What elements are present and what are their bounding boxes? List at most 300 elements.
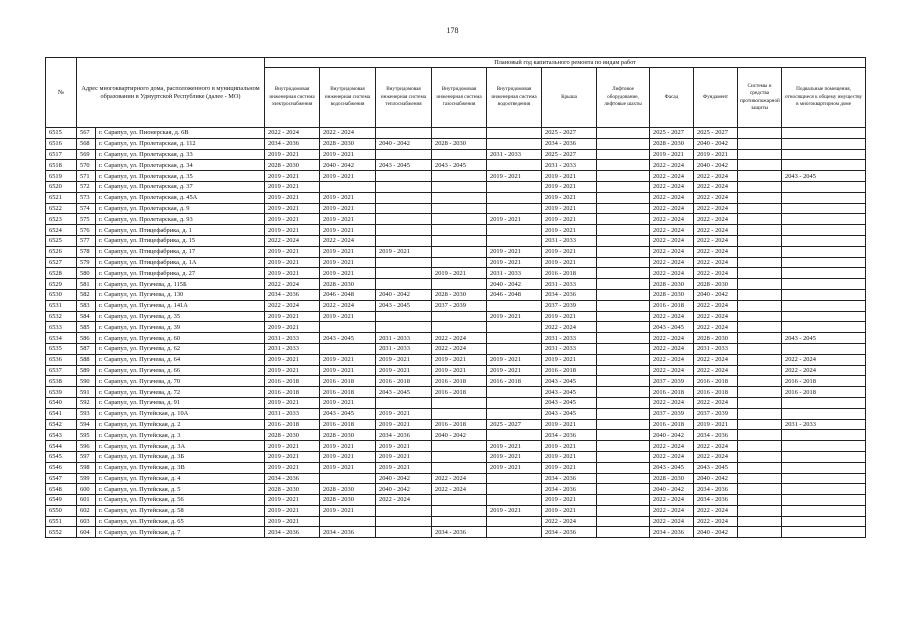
cell-fire-protection [738, 279, 782, 290]
cell-roof: 2037 - 2039 [542, 300, 597, 311]
cell-basement [782, 257, 866, 268]
cell-heating [376, 225, 432, 236]
cell-heating [376, 171, 432, 182]
cell-electricity: 2028 - 2030 [265, 160, 320, 171]
header-basement: Подвальные помещения, относящиеся к общему имуществу в многоквартирном доме [782, 68, 866, 128]
row-address: г. Сарапул, ул. Путейская, д. 2 [96, 419, 265, 430]
cell-basement [782, 289, 866, 300]
cell-elevator [597, 397, 650, 408]
row-address: г. Сарапул, ул. Птицефабрика, д. 1А [96, 257, 265, 268]
header-drainage: Внутридомовая инженерная система водоотведения [487, 68, 542, 128]
cell-water-supply: 2019 - 2021 [320, 192, 376, 203]
cell-facade: 2022 - 2024 [650, 343, 694, 354]
cell-water-supply: 2019 - 2021 [320, 462, 376, 473]
cell-foundation: 2022 - 2024 [694, 268, 738, 279]
cell-basement [782, 505, 866, 516]
cell-fire-protection [738, 171, 782, 182]
cell-drainage: 2019 - 2021 [487, 246, 542, 257]
row-number: 6541 [46, 408, 77, 419]
header-electricity: Внутридомовая инженерная система электроснабжения [265, 68, 320, 128]
cell-elevator [597, 279, 650, 290]
cell-facade: 2037 - 2039 [650, 408, 694, 419]
cell-electricity: 2019 - 2021 [265, 311, 320, 322]
cell-elevator [597, 527, 650, 538]
cell-basement [782, 246, 866, 257]
table-row [46, 365, 866, 376]
row-number: 6551 [46, 516, 77, 527]
header-group-row [46, 58, 866, 68]
cell-drainage [487, 300, 542, 311]
cell-elevator [597, 462, 650, 473]
repair-schedule-table [45, 57, 866, 538]
table-row [46, 462, 866, 473]
cell-basement [782, 527, 866, 538]
cell-gas: 2043 - 2045 [432, 160, 487, 171]
cell-elevator [597, 181, 650, 192]
cell-electricity: 2019 - 2021 [265, 149, 320, 160]
row-index: 592 [77, 397, 96, 408]
row-number: 6547 [46, 473, 77, 484]
cell-heating: 2019 - 2021 [376, 419, 432, 430]
cell-elevator [597, 268, 650, 279]
cell-drainage [487, 343, 542, 354]
row-index: 575 [77, 214, 96, 225]
cell-foundation: 2016 - 2018 [694, 376, 738, 387]
cell-fire-protection [738, 387, 782, 398]
cell-fire-protection [738, 160, 782, 171]
cell-facade: 2022 - 2024 [650, 214, 694, 225]
cell-facade: 2025 - 2027 [650, 128, 694, 139]
cell-facade: 2034 - 2036 [650, 527, 694, 538]
cell-drainage: 2019 - 2021 [487, 462, 542, 473]
cell-roof: 2019 - 2021 [542, 419, 597, 430]
cell-basement [782, 451, 866, 462]
row-number: 6543 [46, 430, 77, 441]
cell-drainage: 2019 - 2021 [487, 311, 542, 322]
cell-water-supply: 2019 - 2021 [320, 365, 376, 376]
row-number: 6549 [46, 495, 77, 506]
row-index: 585 [77, 322, 96, 333]
cell-water-supply: 2034 - 2036 [320, 527, 376, 538]
row-number: 6529 [46, 279, 77, 290]
row-address: г. Сарапул, ул. Пугачева, д. 62 [96, 343, 265, 354]
cell-basement [782, 128, 866, 139]
row-number: 6534 [46, 333, 77, 344]
row-address: г. Сарапул, ул. Птицефабрика, д. 27 [96, 268, 265, 279]
cell-foundation: 2034 - 2036 [694, 484, 738, 495]
cell-foundation: 2022 - 2024 [694, 441, 738, 452]
row-address: г. Сарапул, ул. Пролетарская, д. 112 [96, 138, 265, 149]
table-row [46, 300, 866, 311]
table-row [46, 225, 866, 236]
cell-heating [376, 505, 432, 516]
row-address: г. Сарапул, ул. Путейская, д. 3 [96, 430, 265, 441]
cell-gas: 2028 - 2030 [432, 138, 487, 149]
cell-facade: 2037 - 2039 [650, 376, 694, 387]
header-number: № [46, 58, 77, 128]
row-index: 603 [77, 516, 96, 527]
cell-water-supply: 2028 - 2030 [320, 484, 376, 495]
cell-gas [432, 149, 487, 160]
cell-roof: 2019 - 2021 [542, 311, 597, 322]
cell-roof: 2016 - 2018 [542, 268, 597, 279]
cell-facade: 2022 - 2024 [650, 181, 694, 192]
row-number: 6544 [46, 441, 77, 452]
cell-facade: 2016 - 2018 [650, 387, 694, 398]
cell-roof: 2019 - 2021 [542, 441, 597, 452]
table-row [46, 505, 866, 516]
cell-roof: 2019 - 2021 [542, 451, 597, 462]
cell-drainage [487, 397, 542, 408]
cell-drainage: 2046 - 2048 [487, 289, 542, 300]
cell-foundation: 2040 - 2042 [694, 160, 738, 171]
table-row [46, 430, 866, 441]
cell-electricity: 2019 - 2021 [265, 505, 320, 516]
cell-heating: 2019 - 2021 [376, 365, 432, 376]
cell-water-supply: 2022 - 2024 [320, 128, 376, 139]
cell-heating [376, 149, 432, 160]
cell-roof: 2034 - 2036 [542, 289, 597, 300]
row-number: 6539 [46, 387, 77, 398]
cell-electricity: 2019 - 2021 [265, 516, 320, 527]
row-number: 6537 [46, 365, 77, 376]
header-group-title: Плановый год капитального ремонта по видам работ [265, 58, 866, 68]
row-number: 6548 [46, 484, 77, 495]
cell-gas: 2022 - 2024 [432, 473, 487, 484]
cell-electricity: 2028 - 2030 [265, 484, 320, 495]
cell-heating: 2040 - 2042 [376, 473, 432, 484]
row-index: 567 [77, 128, 96, 139]
cell-facade: 2022 - 2024 [650, 451, 694, 462]
cell-fire-protection [738, 203, 782, 214]
cell-facade: 2016 - 2018 [650, 419, 694, 430]
row-number: 6531 [46, 300, 77, 311]
table-row [46, 279, 866, 290]
cell-water-supply: 2022 - 2024 [320, 300, 376, 311]
row-index: 583 [77, 300, 96, 311]
table-row [46, 354, 866, 365]
cell-elevator [597, 484, 650, 495]
cell-heating: 2034 - 2036 [376, 430, 432, 441]
table-row [46, 408, 866, 419]
row-number: 6533 [46, 322, 77, 333]
cell-drainage: 2019 - 2021 [487, 451, 542, 462]
cell-facade: 2016 - 2018 [650, 300, 694, 311]
cell-basement [782, 441, 866, 452]
cell-elevator [597, 311, 650, 322]
cell-basement: 2016 - 2018 [782, 387, 866, 398]
row-index: 578 [77, 246, 96, 257]
cell-fire-protection [738, 505, 782, 516]
cell-facade: 2022 - 2024 [650, 171, 694, 182]
cell-foundation: 2022 - 2024 [694, 257, 738, 268]
cell-elevator [597, 225, 650, 236]
cell-heating [376, 192, 432, 203]
row-number: 6528 [46, 268, 77, 279]
table-row [46, 203, 866, 214]
table-row [46, 527, 866, 538]
cell-electricity: 2019 - 2021 [265, 171, 320, 182]
row-address: г. Сарапул, ул. Пугачева, д. 70 [96, 376, 265, 387]
cell-drainage: 2019 - 2021 [487, 441, 542, 452]
cell-facade: 2022 - 2024 [650, 333, 694, 344]
cell-basement: 2043 - 2045 [782, 333, 866, 344]
row-address: г. Сарапул, ул. Птицефабрика, д. 1 [96, 225, 265, 236]
cell-electricity: 2019 - 2021 [265, 246, 320, 257]
table-row [46, 516, 866, 527]
table-row [46, 473, 866, 484]
cell-basement [782, 268, 866, 279]
cell-facade: 2022 - 2024 [650, 365, 694, 376]
cell-drainage: 2031 - 2033 [487, 149, 542, 160]
row-address: г. Сарапул, ул. Пролетарская, д. 33 [96, 149, 265, 160]
row-number: 6545 [46, 451, 77, 462]
row-index: 572 [77, 181, 96, 192]
cell-fire-protection [738, 192, 782, 203]
cell-drainage: 2019 - 2021 [487, 171, 542, 182]
cell-gas: 2022 - 2024 [432, 333, 487, 344]
cell-elevator [597, 365, 650, 376]
cell-facade: 2019 - 2021 [650, 149, 694, 160]
cell-fire-protection [738, 333, 782, 344]
cell-fire-protection [738, 289, 782, 300]
cell-electricity: 2022 - 2024 [265, 300, 320, 311]
cell-facade: 2022 - 2024 [650, 257, 694, 268]
cell-roof: 2019 - 2021 [542, 192, 597, 203]
cell-electricity: 2034 - 2036 [265, 138, 320, 149]
row-address: г. Сарапул, ул. Пугачева, д. 91 [96, 397, 265, 408]
cell-electricity: 2019 - 2021 [265, 462, 320, 473]
cell-basement [782, 203, 866, 214]
row-number: 6550 [46, 505, 77, 516]
row-index: 601 [77, 495, 96, 506]
row-number: 6521 [46, 192, 77, 203]
cell-electricity: 2019 - 2021 [265, 365, 320, 376]
cell-roof: 2022 - 2024 [542, 516, 597, 527]
cell-fire-protection [738, 225, 782, 236]
row-index: 587 [77, 343, 96, 354]
row-index: 595 [77, 430, 96, 441]
cell-fire-protection [738, 495, 782, 506]
cell-electricity: 2019 - 2021 [265, 354, 320, 365]
cell-electricity: 2019 - 2021 [265, 181, 320, 192]
cell-roof: 2025 - 2027 [542, 128, 597, 139]
header-gas: Внутридомовая инженерная система газоснабжения [432, 68, 487, 128]
cell-water-supply: 2016 - 2018 [320, 387, 376, 398]
row-address: г. Сарапул, ул. Путейская, д. 3А [96, 441, 265, 452]
cell-foundation: 2022 - 2024 [694, 171, 738, 182]
table-row [46, 376, 866, 387]
cell-elevator [597, 171, 650, 182]
cell-heating: 2031 - 2033 [376, 333, 432, 344]
cell-foundation: 2022 - 2024 [694, 516, 738, 527]
row-index: 576 [77, 225, 96, 236]
cell-elevator [597, 149, 650, 160]
cell-facade: 2022 - 2024 [650, 354, 694, 365]
cell-water-supply: 2019 - 2021 [320, 505, 376, 516]
cell-electricity: 2016 - 2018 [265, 387, 320, 398]
cell-foundation: 2025 - 2027 [694, 128, 738, 139]
cell-gas [432, 408, 487, 419]
cell-water-supply [320, 343, 376, 354]
cell-gas [432, 128, 487, 139]
cell-facade: 2022 - 2024 [650, 192, 694, 203]
cell-drainage [487, 430, 542, 441]
row-address: г. Сарапул, ул. Путейская, д. 5 [96, 484, 265, 495]
cell-foundation: 2022 - 2024 [694, 365, 738, 376]
cell-drainage: 2019 - 2021 [487, 214, 542, 225]
cell-electricity: 2031 - 2033 [265, 343, 320, 354]
cell-gas [432, 462, 487, 473]
cell-basement [782, 495, 866, 506]
row-number: 6538 [46, 376, 77, 387]
row-index: 594 [77, 419, 96, 430]
cell-gas: 2016 - 2018 [432, 387, 487, 398]
row-number: 6536 [46, 354, 77, 365]
cell-foundation: 2022 - 2024 [694, 451, 738, 462]
table-row [46, 235, 866, 246]
row-address: г. Сарапул, ул. Пугачева, д. 60 [96, 333, 265, 344]
cell-drainage: 2025 - 2027 [487, 419, 542, 430]
cell-elevator [597, 376, 650, 387]
row-address: г. Сарапул, ул. Путейская, д. 3В [96, 462, 265, 473]
table-row [46, 311, 866, 322]
cell-roof: 2019 - 2021 [542, 462, 597, 473]
cell-foundation: 2022 - 2024 [694, 300, 738, 311]
cell-roof: 2034 - 2036 [542, 473, 597, 484]
cell-gas: 2022 - 2024 [432, 484, 487, 495]
cell-roof: 2019 - 2021 [542, 246, 597, 257]
row-address: г. Сарапул, ул. Пионерская, д. 6В [96, 128, 265, 139]
cell-fire-protection [738, 128, 782, 139]
row-number: 6518 [46, 160, 77, 171]
cell-drainage: 2019 - 2021 [487, 365, 542, 376]
cell-roof: 2034 - 2036 [542, 527, 597, 538]
cell-foundation: 2028 - 2030 [694, 279, 738, 290]
cell-fire-protection [738, 527, 782, 538]
cell-gas [432, 311, 487, 322]
cell-basement [782, 235, 866, 246]
cell-foundation: 2019 - 2021 [694, 149, 738, 160]
cell-roof: 2016 - 2018 [542, 365, 597, 376]
cell-elevator [597, 441, 650, 452]
cell-gas: 2022 - 2024 [432, 343, 487, 354]
cell-elevator [597, 160, 650, 171]
row-index: 599 [77, 473, 96, 484]
cell-gas: 2034 - 2036 [432, 527, 487, 538]
row-index: 586 [77, 333, 96, 344]
cell-water-supply: 2019 - 2021 [320, 311, 376, 322]
cell-roof: 2022 - 2024 [542, 322, 597, 333]
cell-facade: 2022 - 2024 [650, 505, 694, 516]
cell-drainage [487, 203, 542, 214]
cell-water-supply: 2019 - 2021 [320, 149, 376, 160]
cell-basement [782, 225, 866, 236]
cell-gas [432, 279, 487, 290]
cell-water-supply: 2019 - 2021 [320, 268, 376, 279]
cell-drainage [487, 387, 542, 398]
cell-drainage [487, 333, 542, 344]
cell-drainage [487, 235, 542, 246]
cell-gas [432, 171, 487, 182]
row-address: г. Сарапул, ул. Пугачева, д. 72 [96, 387, 265, 398]
cell-facade: 2022 - 2024 [650, 235, 694, 246]
cell-fire-protection [738, 462, 782, 473]
cell-drainage: 2016 - 2018 [487, 376, 542, 387]
table-row [46, 160, 866, 171]
cell-facade: 2040 - 2042 [650, 430, 694, 441]
cell-water-supply: 2019 - 2021 [320, 451, 376, 462]
row-number: 6552 [46, 527, 77, 538]
cell-elevator [597, 451, 650, 462]
cell-electricity: 2034 - 2036 [265, 473, 320, 484]
cell-elevator [597, 128, 650, 139]
cell-basement [782, 343, 866, 354]
cell-gas: 2037 - 2039 [432, 300, 487, 311]
cell-roof: 2019 - 2021 [542, 171, 597, 182]
header-heating: Внутридомовая инженерная система теплоснабжения [376, 68, 432, 128]
cell-gas [432, 322, 487, 333]
cell-roof: 2019 - 2021 [542, 257, 597, 268]
cell-elevator [597, 419, 650, 430]
row-address: г. Сарапул, ул. Птицефабрика, д. 17 [96, 246, 265, 257]
cell-elevator [597, 300, 650, 311]
row-address: г. Сарапул, ул. Пугачева, д. 141А [96, 300, 265, 311]
cell-facade: 2022 - 2024 [650, 441, 694, 452]
cell-gas [432, 225, 487, 236]
cell-elevator [597, 333, 650, 344]
row-address: г. Сарапул, ул. Путейская, д. 56 [96, 495, 265, 506]
cell-foundation: 2037 - 2039 [694, 408, 738, 419]
cell-elevator [597, 203, 650, 214]
row-number: 6519 [46, 171, 77, 182]
row-index: 573 [77, 192, 96, 203]
cell-gas [432, 214, 487, 225]
row-index: 579 [77, 257, 96, 268]
row-index: 574 [77, 203, 96, 214]
row-number: 6520 [46, 181, 77, 192]
table-row [46, 419, 866, 430]
cell-elevator [597, 430, 650, 441]
cell-heating: 2040 - 2042 [376, 138, 432, 149]
cell-electricity: 2022 - 2024 [265, 128, 320, 139]
row-address: г. Сарапул, ул. Пугачева, д. 35 [96, 311, 265, 322]
cell-elevator [597, 387, 650, 398]
cell-heating: 2031 - 2033 [376, 343, 432, 354]
cell-drainage [487, 181, 542, 192]
row-number: 6523 [46, 214, 77, 225]
cell-heating [376, 181, 432, 192]
cell-basement: 2022 - 2024 [782, 365, 866, 376]
cell-heating: 2016 - 2018 [376, 376, 432, 387]
cell-drainage [487, 408, 542, 419]
cell-roof: 2019 - 2021 [542, 354, 597, 365]
row-index: 596 [77, 441, 96, 452]
cell-facade: 2022 - 2024 [650, 246, 694, 257]
cell-elevator [597, 322, 650, 333]
cell-water-supply: 2028 - 2030 [320, 495, 376, 506]
cell-fire-protection [738, 354, 782, 365]
cell-water-supply: 2043 - 2045 [320, 408, 376, 419]
cell-electricity: 2019 - 2021 [265, 192, 320, 203]
cell-electricity: 2034 - 2036 [265, 289, 320, 300]
cell-heating [376, 311, 432, 322]
cell-heating: 2019 - 2021 [376, 462, 432, 473]
cell-foundation: 2022 - 2024 [694, 203, 738, 214]
cell-foundation: 2022 - 2024 [694, 322, 738, 333]
cell-heating: 2019 - 2021 [376, 451, 432, 462]
cell-gas [432, 257, 487, 268]
